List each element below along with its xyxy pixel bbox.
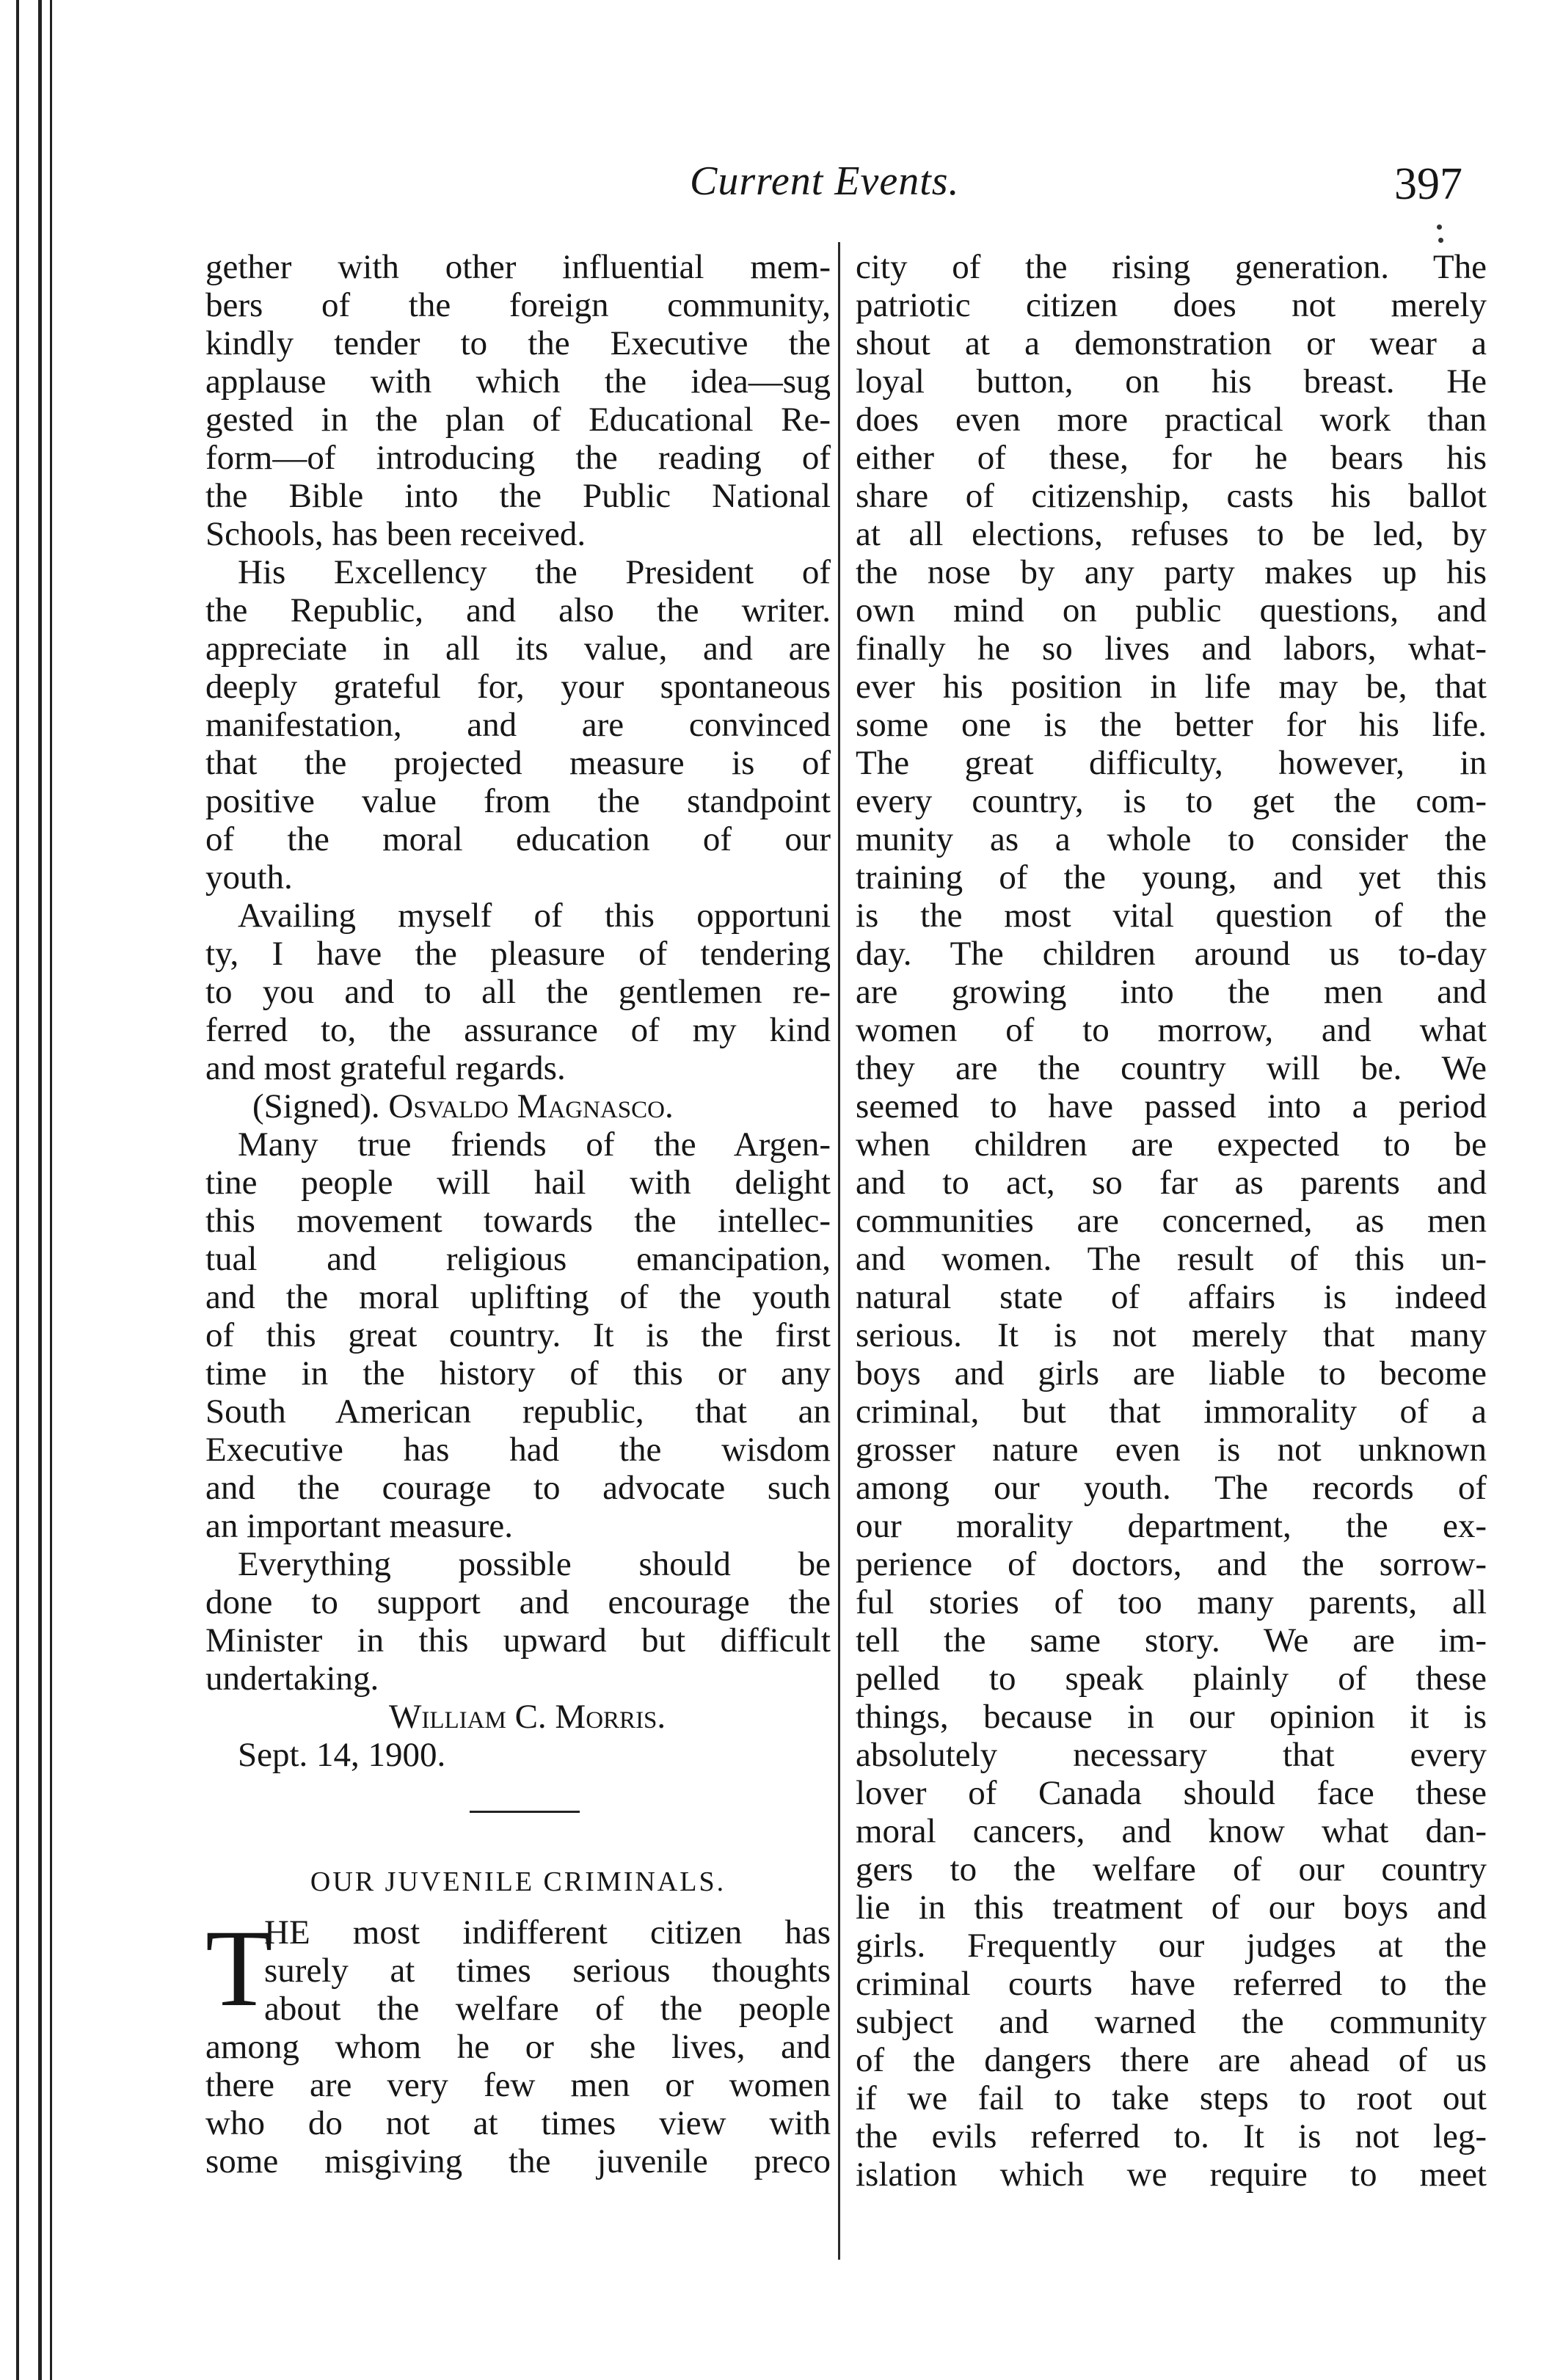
- text-line: that the projected measure is of: [205, 744, 831, 782]
- text-line: islation which we require to meet: [856, 2155, 1487, 2194]
- paragraph-commentary-1: [205, 1125, 831, 1545]
- text-line: the evils referred to. It is not leg-: [856, 2117, 1487, 2155]
- text-line: criminal, but that immorality of a: [856, 1392, 1487, 1431]
- text-line: our morality department, the ex-: [856, 1507, 1487, 1545]
- text-line: appreciate in all its value, and are: [205, 629, 831, 668]
- text-line: grosser nature even is not unknown: [856, 1431, 1487, 1469]
- text-line: Executive has had the wisdom: [205, 1431, 831, 1469]
- text-line: about the welfare of the people: [264, 1990, 831, 2028]
- text-line: the nose by any party makes up his: [856, 553, 1487, 591]
- text-line: they are the country will be. We: [856, 1049, 1487, 1087]
- text-line: deeply grateful for, your spontaneous: [205, 668, 831, 706]
- text-line: natural state of affairs is indeed: [856, 1278, 1487, 1316]
- text-line: the Republic, and also the writer.: [205, 591, 831, 629]
- text-line: loyal button, on his breast. He: [856, 362, 1487, 401]
- text-line: gether with other influential mem-: [205, 248, 831, 286]
- text-line: youth.: [205, 858, 293, 897]
- text-line: ful stories of too many parents, all: [856, 1583, 1487, 1621]
- text-line: and the courage to advocate such: [205, 1469, 831, 1507]
- text-line: girls. Frequently our judges at the: [856, 1927, 1487, 1965]
- text-line: and women. The result of this un-: [856, 1240, 1487, 1278]
- text-line: of the dangers there are ahead of us: [856, 2041, 1487, 2079]
- text-line: boys and girls are liable to become: [856, 1354, 1487, 1392]
- text-line: of the moral education of our: [205, 820, 831, 858]
- text-line: day. The children around us to-day: [856, 935, 1487, 973]
- text-line: tual and religious emancipation,: [205, 1240, 831, 1278]
- text-line: among our youth. The records of: [856, 1469, 1487, 1507]
- text-line: among whom he or she lives, and: [205, 2028, 831, 2066]
- paragraph-commentary-2: [205, 1545, 831, 1698]
- text-line: the Bible into the Public National: [205, 477, 831, 515]
- text-line: munity as a whole to consider the: [856, 820, 1487, 858]
- running-head: Current Events.: [690, 158, 960, 204]
- text-line: absolutely necessary that every: [856, 1736, 1487, 1774]
- text-line: and the moral uplifting of the youth: [205, 1278, 831, 1316]
- text-line: an important measure.: [205, 1507, 513, 1545]
- text-line: to you and to all the gentlemen re-: [205, 973, 831, 1011]
- speck: [1438, 238, 1443, 243]
- text-line: ty, I have the pleasure of tendering: [205, 935, 831, 973]
- binding-line: [38, 0, 42, 2380]
- text-line: South American republic, that an: [205, 1392, 831, 1431]
- text-line: tell the same story. We are im-: [856, 1621, 1487, 1660]
- text-line: of this great country. It is the first: [205, 1316, 831, 1354]
- text-line: shout at a demonstration or wear a: [856, 324, 1487, 362]
- text-line: and to act, so far as parents and: [856, 1164, 1487, 1202]
- text-line: tine people will hail with delight: [205, 1164, 831, 1202]
- text-line: subject and warned the community: [856, 2003, 1487, 2041]
- text-line: and most grateful regards.: [205, 1049, 566, 1087]
- text-line: at all elections, refuses to be led, by: [856, 515, 1487, 553]
- text-line: The great difficulty, however, in: [856, 744, 1487, 782]
- text-line: share of citizenship, casts his ballot: [856, 477, 1487, 515]
- text-line: either of these, for he bears his: [856, 439, 1487, 477]
- text-line: done to support and encourage the: [205, 1583, 831, 1621]
- text-line: if we fail to take steps to root out: [856, 2079, 1487, 2117]
- text-line: criminal courts have referred to the: [856, 1965, 1487, 2003]
- text-line: who do not at times view with: [205, 2104, 831, 2142]
- letter-signature: [205, 1087, 831, 1125]
- text-line: this movement towards the intellec-: [205, 1202, 831, 1240]
- text-line: Schools, has been received.: [205, 515, 586, 553]
- page-number: 397: [1394, 159, 1462, 209]
- text-line: form—of introducing the reading of: [205, 439, 831, 477]
- text-line: ever his position in life may be, that: [856, 668, 1487, 706]
- text-line: kindly tender to the Executive the: [205, 324, 831, 362]
- binding-line: [50, 0, 52, 2380]
- dateline: Sept. 14, 1900.: [238, 1736, 446, 1774]
- text-line: Minister in this upward but difficult: [205, 1621, 831, 1660]
- text-line: training of the young, and yet this: [856, 858, 1487, 897]
- text-line: patriotic citizen does not merely: [856, 286, 1487, 324]
- text-line: are growing into the men and: [856, 973, 1487, 1011]
- drop-cap: T: [205, 1908, 273, 2029]
- text-line: time in the history of this or any: [205, 1354, 831, 1392]
- text-line: every country, is to get the com-: [856, 782, 1487, 820]
- text-line: some misgiving the juvenile preco: [205, 2142, 831, 2180]
- text-line: when children are expected to be: [856, 1125, 1487, 1164]
- text-line: moral cancers, and know what dan-: [856, 1812, 1487, 1850]
- signer-name: Osvaldo Magnasco.: [388, 1087, 674, 1125]
- paragraph-letter-1: [205, 248, 831, 553]
- text-line: lie in this treatment of our boys and: [856, 1888, 1487, 1927]
- text-line: some one is the better for his life.: [856, 706, 1487, 744]
- section-heading: OUR JUVENILE CRIMINALS.: [310, 1866, 726, 1897]
- text-line: is the most vital question of the: [856, 897, 1487, 935]
- text-line: His Excellency the President of: [238, 553, 831, 591]
- text-line: Everything possible should be: [238, 1545, 831, 1583]
- text-line: gested in the plan of Educational Re-: [205, 401, 831, 439]
- text-line: manifestation, and are convinced: [205, 706, 831, 744]
- text-line: gers to the welfare of our country: [856, 1850, 1487, 1888]
- text-line: seemed to have passed into a period: [856, 1087, 1487, 1125]
- text-line: finally he so lives and labors, what-: [856, 629, 1487, 668]
- text-line: Many true friends of the Argen-: [238, 1125, 831, 1164]
- text-line: pelled to speak plainly of these: [856, 1660, 1487, 1698]
- text-line: surely at times serious thoughts: [264, 1952, 831, 1990]
- text-line: things, because in our opinion it is: [856, 1698, 1487, 1736]
- text-line: undertaking.: [205, 1660, 379, 1698]
- text-line: lover of Canada should face these: [856, 1774, 1487, 1812]
- column-rule: [838, 242, 840, 2260]
- text-line: does even more practical work than: [856, 401, 1487, 439]
- text-line: own mind on public questions, and: [856, 591, 1487, 629]
- text-line: ferred to, the assurance of my kind: [205, 1011, 831, 1049]
- text-line: women of to morrow, and what: [856, 1011, 1487, 1049]
- speck: [1437, 225, 1442, 230]
- paragraph-letter-2: [205, 553, 831, 897]
- signed-label: (Signed).: [252, 1087, 380, 1125]
- text-line: serious. It is not merely that many: [856, 1316, 1487, 1354]
- text-line: city of the rising generation. The: [856, 248, 1487, 286]
- binding-edge: [0, 0, 66, 2380]
- paragraph-letter-3: [205, 897, 831, 1087]
- text-line: HE most indifferent citizen has: [264, 1913, 831, 1952]
- text-line: communities are concerned, as men: [856, 1202, 1487, 1240]
- left-column: [205, 248, 831, 2180]
- section-divider: [205, 1774, 831, 1850]
- author-signature: William C. Morris.: [389, 1698, 666, 1736]
- text-line: Availing myself of this opportuni: [238, 897, 831, 935]
- right-column: [856, 248, 1487, 2194]
- text-line: applause with which the idea—sug: [205, 362, 831, 401]
- divider-rule: [470, 1811, 580, 1813]
- text-line: positive value from the standpoint: [205, 782, 831, 820]
- text-line: there are very few men or women: [205, 2066, 831, 2104]
- paragraph-article-opening: [205, 1908, 831, 2180]
- text-line: bers of the foreign community,: [205, 286, 831, 324]
- text-line: perience of doctors, and the sorrow-: [856, 1545, 1487, 1583]
- binding-line: [16, 0, 19, 2380]
